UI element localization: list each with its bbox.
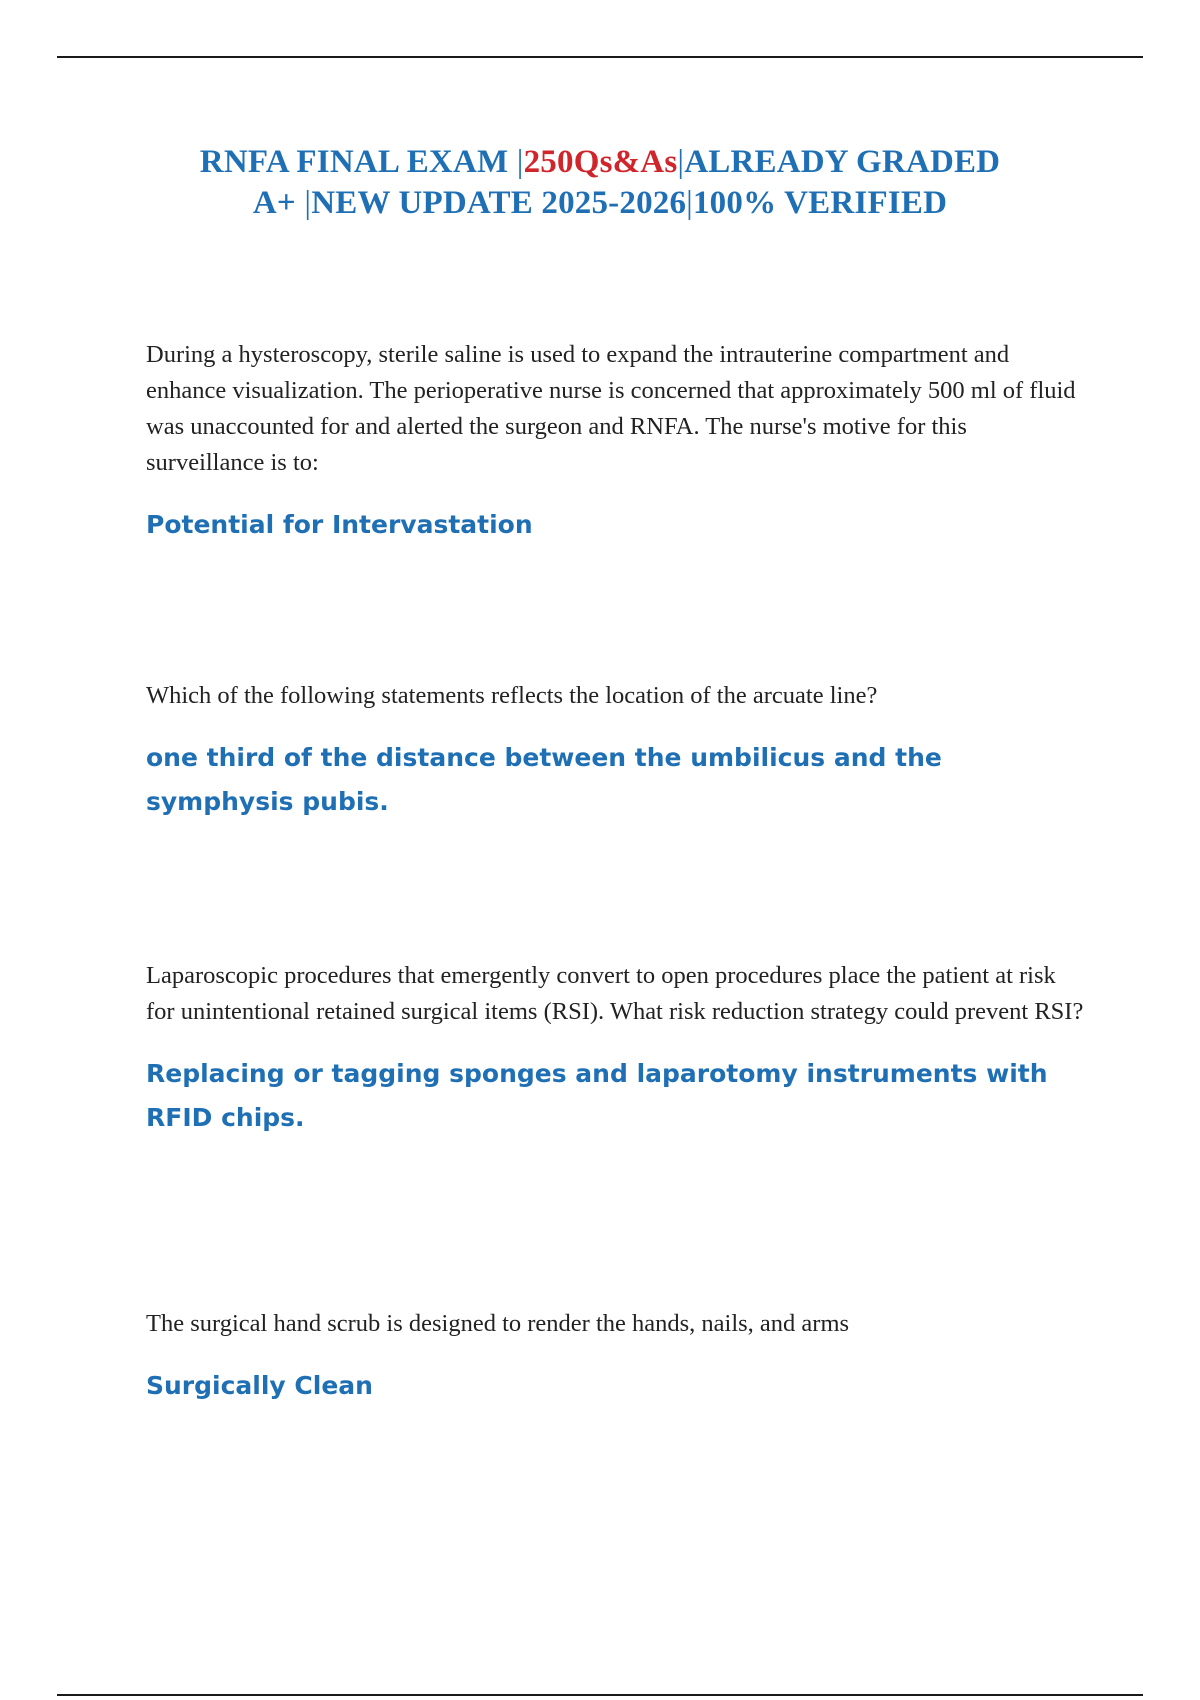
title-grade: A+ xyxy=(252,185,296,221)
title-verified: 100% VERIFIED xyxy=(692,185,948,221)
title-update: NEW UPDATE 2025-2026 xyxy=(311,185,687,221)
title-separator: | xyxy=(677,144,685,180)
title-separator: | xyxy=(686,185,693,221)
title-question-count: 250Qs&As xyxy=(523,144,678,180)
qa-item xyxy=(146,678,1086,824)
top-divider xyxy=(57,56,1143,58)
title-separator: | xyxy=(516,144,524,180)
answer-text: Replacing or tagging sponges and laparotomy instruments with RFID chips. xyxy=(146,1059,1048,1132)
qa-item xyxy=(146,958,1086,1140)
title-graded: ALREADY GRADED xyxy=(684,144,1001,180)
qa-item xyxy=(146,1306,1086,1408)
question-text: The surgical hand scrub is designed to render the hands, nails, and arms xyxy=(146,1310,850,1337)
bottom-divider xyxy=(57,1694,1143,1696)
answer-text: Surgically Clean xyxy=(146,1371,373,1400)
qa-item xyxy=(146,337,1086,547)
question-text: During a hysteroscopy, sterile saline is used to expand the intrauterine compartment and enhance visualization. The perioperative nurse is concerned that approximately 500 ml of fluid was unaccounted for and alerted the surgeon and RNFA. The nurse's motive for this surveillance is to: xyxy=(146,341,1076,476)
answer-text: one third of the distance between the umbilicus and the symphysis pubis. xyxy=(146,743,942,816)
title-separator: | xyxy=(304,185,312,221)
answer-text: Potential for Intervastation xyxy=(146,510,533,539)
question-text: Which of the following statements reflects the location of the arcuate line? xyxy=(146,682,878,709)
document-title xyxy=(100,142,1100,224)
title-exam-name: RNFA FINAL EXAM xyxy=(199,144,509,180)
question-text: Laparoscopic procedures that emergently convert to open procedures place the patient at risk for unintentional retained surgical items (RSI). What risk reduction strategy could prevent RSI? xyxy=(146,962,1084,1025)
